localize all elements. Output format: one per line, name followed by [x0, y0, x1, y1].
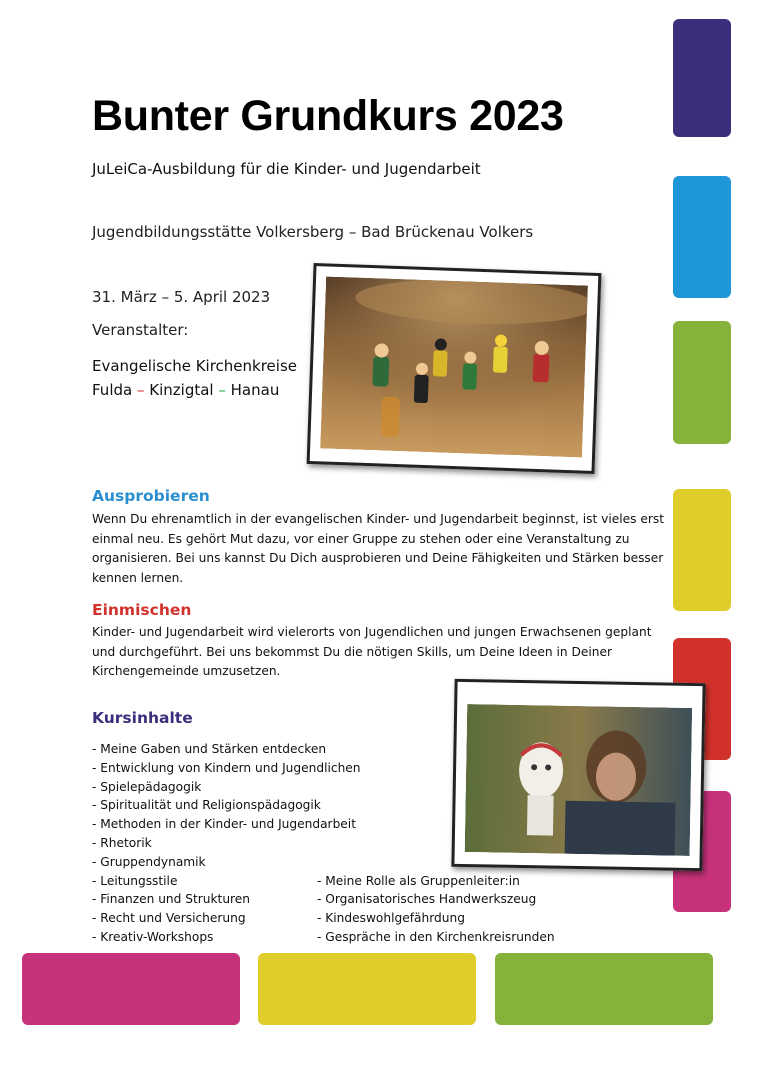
list-item: - Rhetorik: [92, 835, 152, 850]
heading-einmischen: Einmischen: [92, 601, 192, 619]
heading-kursinhalte: Kursinhalte: [92, 709, 193, 727]
organizer-places: [92, 381, 279, 399]
color-bar-blue: [673, 176, 731, 298]
organizer-name: Evangelische Kirchenkreise: [92, 357, 297, 375]
list-item: - Leitungsstile: [92, 873, 178, 888]
list-item: - Meine Rolle als Gruppenleiter:in: [317, 873, 520, 888]
list-item: - Entwicklung von Kindern und Jugendlichen: [92, 760, 361, 775]
text-ausprobieren: Wenn Du ehrenamtlich in der evangelischen Kinder- und Jugendarbeit beginnst, ist vieles erst einmal neu. Es gehört Mut dazu, vor einer Gruppe zu stehen oder eine Veranstaltung zu organisieren. Bei uns kannst Du Dich ausprobieren und Deine Fähigkeiten und Stärken besser kennen lernen.: [92, 512, 664, 585]
list-item: - Methoden in der Kinder- und Jugendarbeit: [92, 817, 356, 832]
list-item: - Spiritualität und Religionspädagogik: [92, 798, 321, 813]
photo-frame-2: [451, 679, 705, 871]
text-einmischen: Kinder- und Jugendarbeit wird vielerorts von Jugendlichen und jungen Erwachsenen geplant und durchgeführt. Bei uns bekommst Du die nötigen Skills, um Deine Ideen in Deiner Kirchengemeinde umzusetzen.: [92, 625, 652, 678]
list-item: - Kreativ-Workshops: [92, 929, 214, 944]
playmobil-figures-photo: [320, 276, 588, 457]
list-item: - Finanzen und Strukturen: [92, 892, 251, 907]
place-fulda: Fulda: [92, 381, 133, 399]
subtitle: JuLeiCa-Ausbildung für die Kinder- und Jugendarbeit: [92, 160, 481, 178]
list-item: - Organisatorisches Handwerkszeug: [317, 892, 537, 907]
course-list-right: [317, 872, 555, 947]
place-hanau: Hanau: [230, 381, 280, 399]
list-item: - Recht und Versicherung: [92, 911, 246, 926]
page-title: Bunter Grundkurs 2023: [92, 92, 564, 140]
separator-red: –: [136, 381, 145, 399]
place-kinzigtal: Kinzigtal: [149, 381, 214, 399]
list-item: - Gruppendynamik: [92, 854, 206, 869]
bottom-bar-yellow: [258, 953, 476, 1025]
event-date: 31. März – 5. April 2023: [92, 288, 271, 306]
photo-frame-1: [307, 263, 602, 474]
separator-green: –: [218, 381, 226, 399]
list-item: - Spielepädagogik: [92, 779, 202, 794]
puppet-and-person-photo: [465, 704, 693, 856]
list-item: - Meine Gaben und Stärken entdecken: [92, 742, 327, 756]
heading-ausprobieren: Ausprobieren: [92, 487, 210, 505]
list-item: - Gespräche in den Kirchenkreisrunden: [317, 929, 555, 944]
bottom-bar-green: [495, 953, 713, 1025]
organizer-label: Veranstalter:: [92, 321, 189, 339]
list-item: - Kindeswohlgefährdung: [317, 911, 465, 926]
color-bar-green: [673, 321, 731, 444]
bottom-bar-magenta: [22, 953, 240, 1025]
color-bar-purple: [673, 19, 731, 137]
venue: Jugendbildungsstätte Volkersberg – Bad Brückenau Volkers: [92, 223, 534, 241]
